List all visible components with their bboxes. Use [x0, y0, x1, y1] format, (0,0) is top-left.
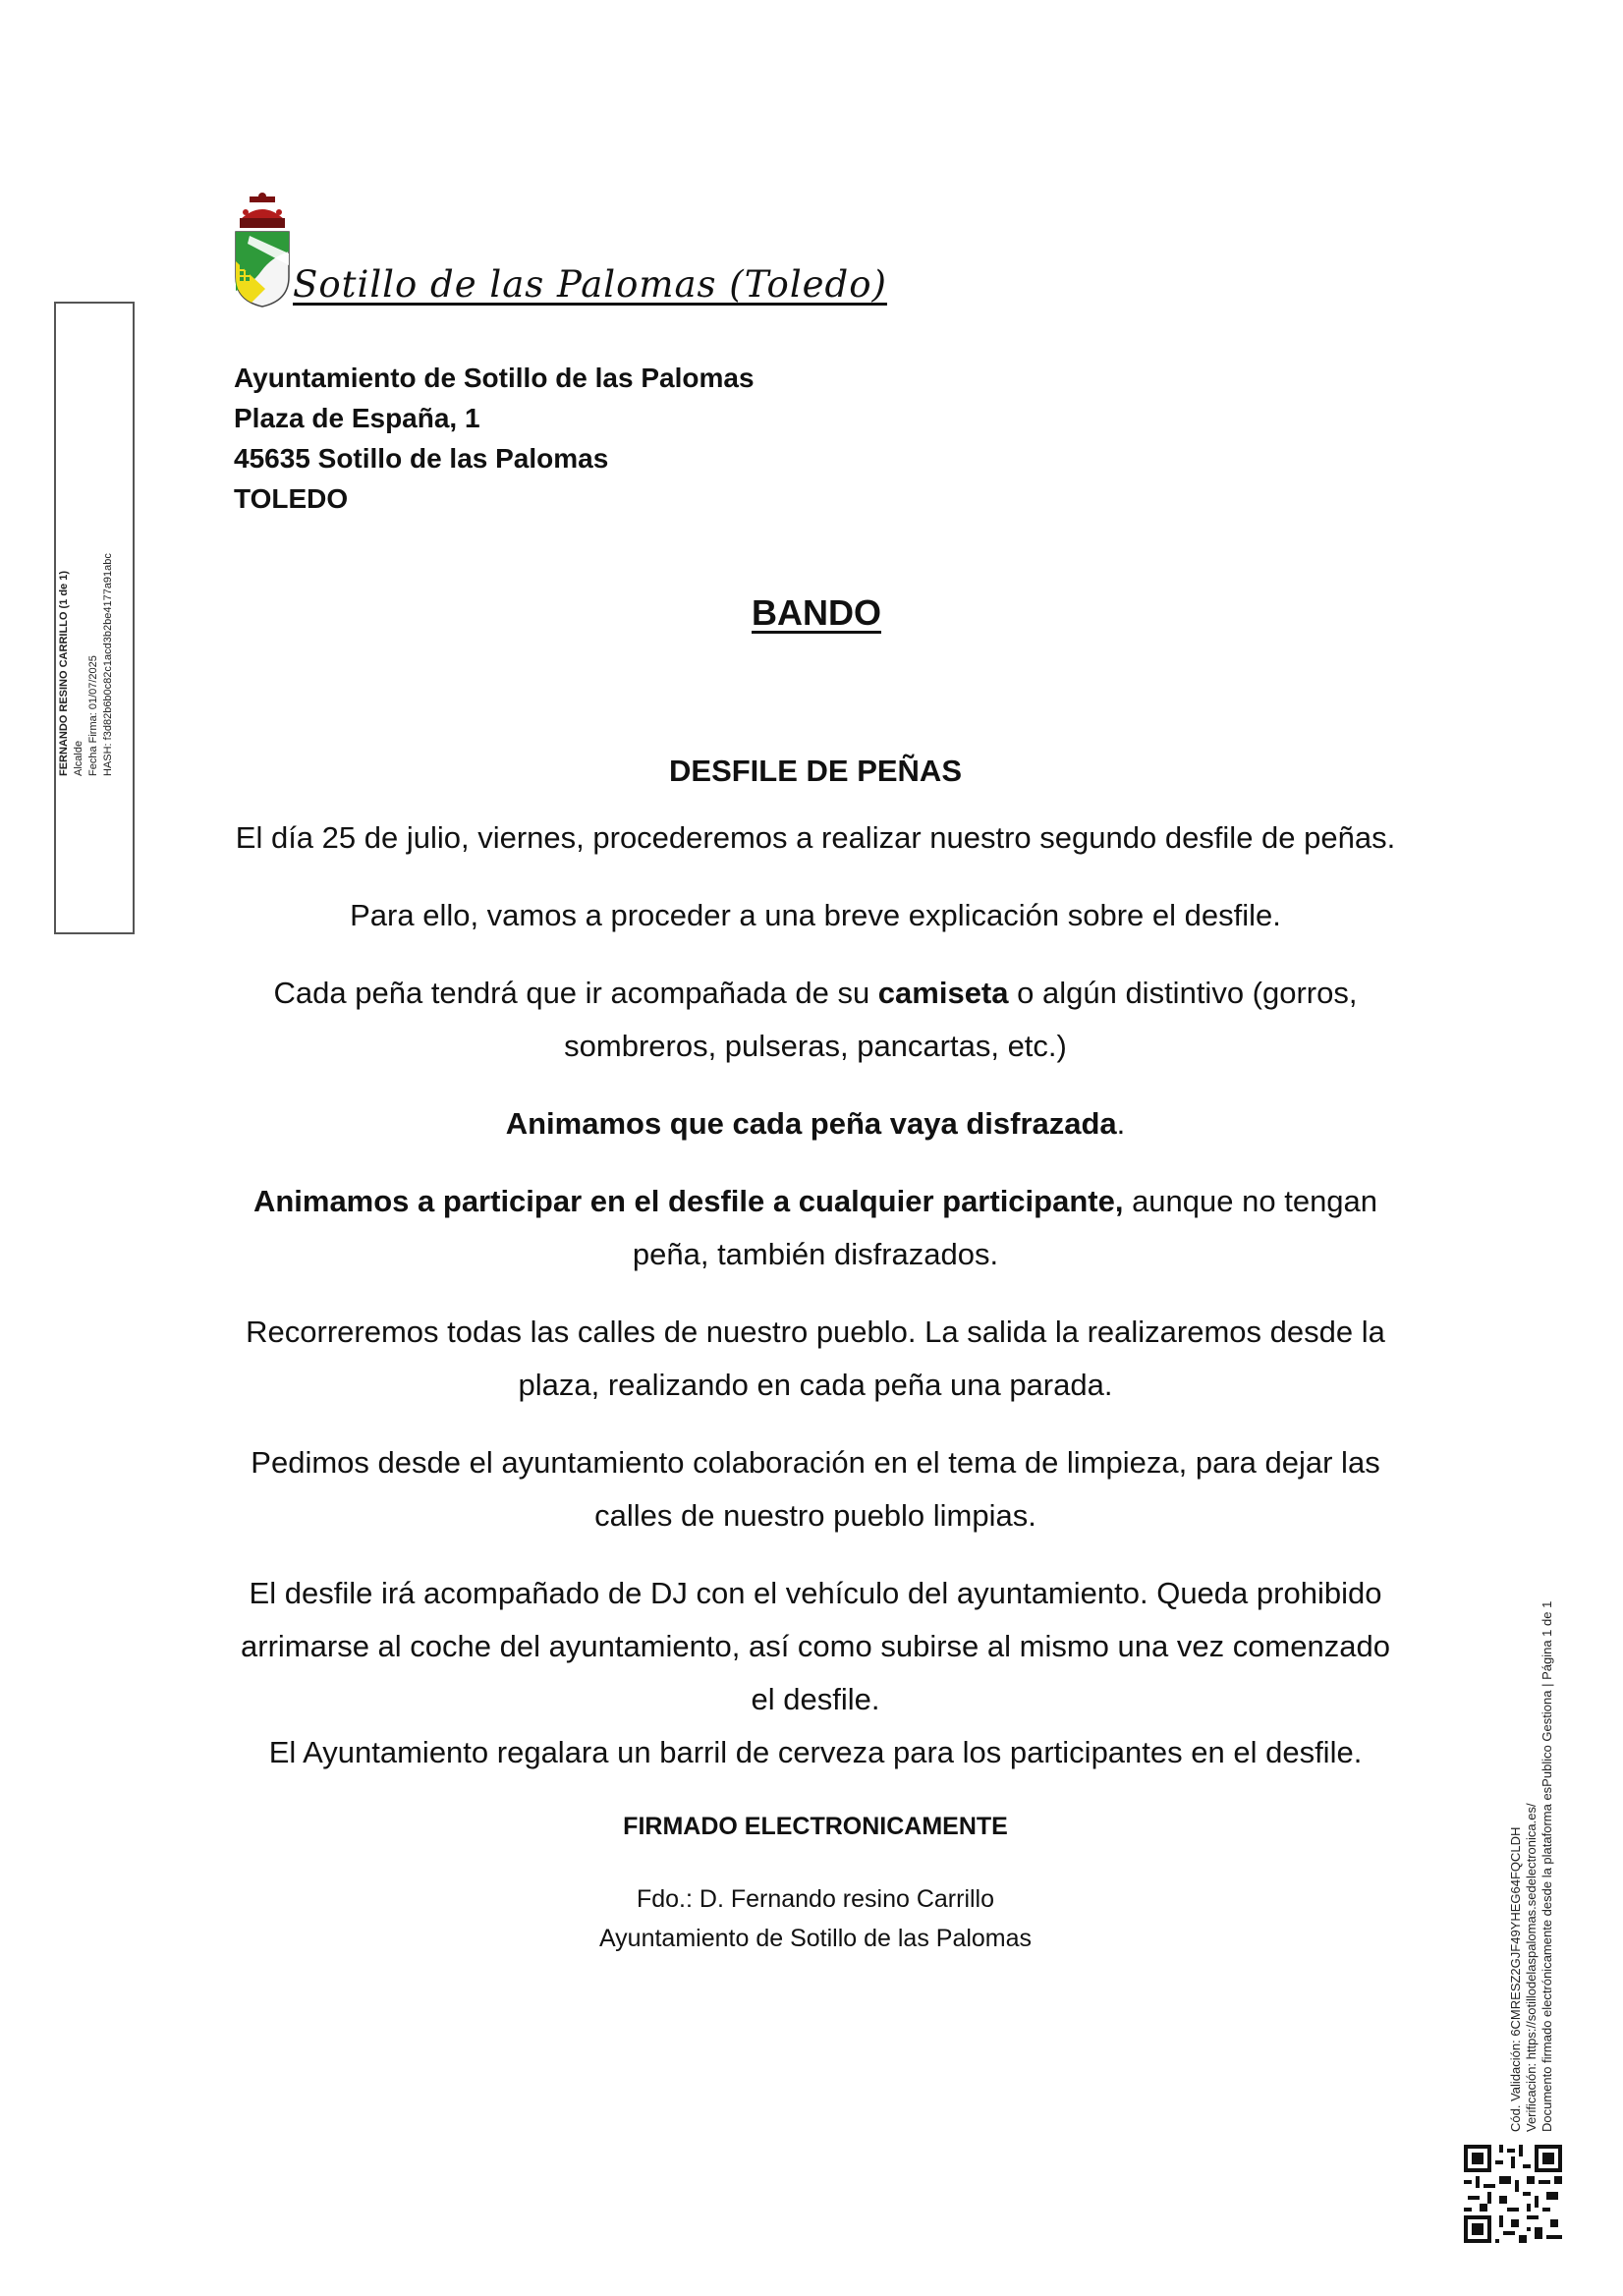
signed-label: FIRMADO ELECTRONICAMENTE [623, 1813, 1008, 1840]
signature-block [226, 1879, 1405, 1958]
paragraph-participate: Animamos a participar en el desfile a cualquier participante, aunque no tengan peña, también disfrazados. [252, 1184, 1378, 1271]
address-line: TOLEDO [234, 483, 349, 514]
paragraph-costume: Animamos que cada peña vaya disfrazada. [505, 1106, 1126, 1141]
stamp-role: Alcalde [73, 740, 84, 776]
stamp-date: Fecha Firma: 01/07/2025 [87, 655, 99, 776]
paragraph-cleaning: Pedimos desde el ayuntamiento colaboración en el tema de limpieza, para dejar las calles de nuestro pueblo limpias. [251, 1445, 1380, 1533]
signature-stamp-text [57, 491, 136, 776]
validation-text [1508, 1444, 1567, 2132]
document-body [226, 745, 1405, 1958]
municipality-title: Sotillo de las Palomas (Toledo) [293, 263, 887, 306]
paragraph-intro: Para ello, vamos a proceder a una breve explicación sobre el desfile. [350, 898, 1281, 932]
validation-platform: Documento firmado electrónicamente desde la plataforma esPublico Gestiona | Página 1 de 1 [1539, 1600, 1554, 2132]
validation-code: Cód. Validación: 6CMRESZ2GJF49YHEG64FQCLDH [1508, 1826, 1523, 2132]
address-line: Ayuntamiento de Sotillo de las Palomas [234, 363, 755, 393]
address-line: Plaza de España, 1 [234, 403, 480, 433]
validation-url: Verificación: https://sotillodelaspalomas.sedelectronica.es/ [1524, 1803, 1539, 2132]
paragraph-date: El día 25 de julio, viernes, procederemos a realizar nuestro segundo desfile de peñas. [235, 820, 1396, 855]
stamp-hash: HASH: f3d82b6b0c82c1acd3b2be4177a91abc [102, 553, 114, 776]
stamp-signer: FERNANDO RESINO CARRILLO (1 de 1) [58, 570, 70, 776]
signature-name: Fdo.: D. Fernando resino Carrillo [636, 1885, 995, 1913]
bold-camiseta: camiseta [877, 976, 1009, 1010]
document-subtitle: DESFILE DE PEÑAS [669, 754, 962, 788]
qr-code-icon[interactable] [1464, 2145, 1562, 2243]
paragraph-dj: El desfile irá acompañado de DJ con el vehículo del ayuntamiento. Queda prohibido arrimarse al coche del ayuntamiento, así como subirse al mismo una vez comenzado el desfile. [241, 1576, 1390, 1716]
address-line: 45635 Sotillo de las Palomas [234, 443, 609, 474]
address-block [234, 358, 755, 519]
paragraph-beer: El Ayuntamiento regalara un barril de cerveza para los participantes en el desfile. [268, 1735, 1363, 1769]
paragraph-shirt: Cada peña tendrá que ir acompañada de su camiseta o algún distintivo (gorros, sombreros, pulseras, pancartas, etc.) [273, 976, 1358, 1063]
paragraph-route: Recorreremos todas las calles de nuestro pueblo. La salida la realizaremos desde la plaza, realizando en cada peña una parada. [246, 1315, 1385, 1402]
signature-organization: Ayuntamiento de Sotillo de las Palomas [598, 1925, 1033, 1952]
municipal-crest-logo [232, 193, 293, 308]
document-title: BANDO [752, 592, 881, 633]
